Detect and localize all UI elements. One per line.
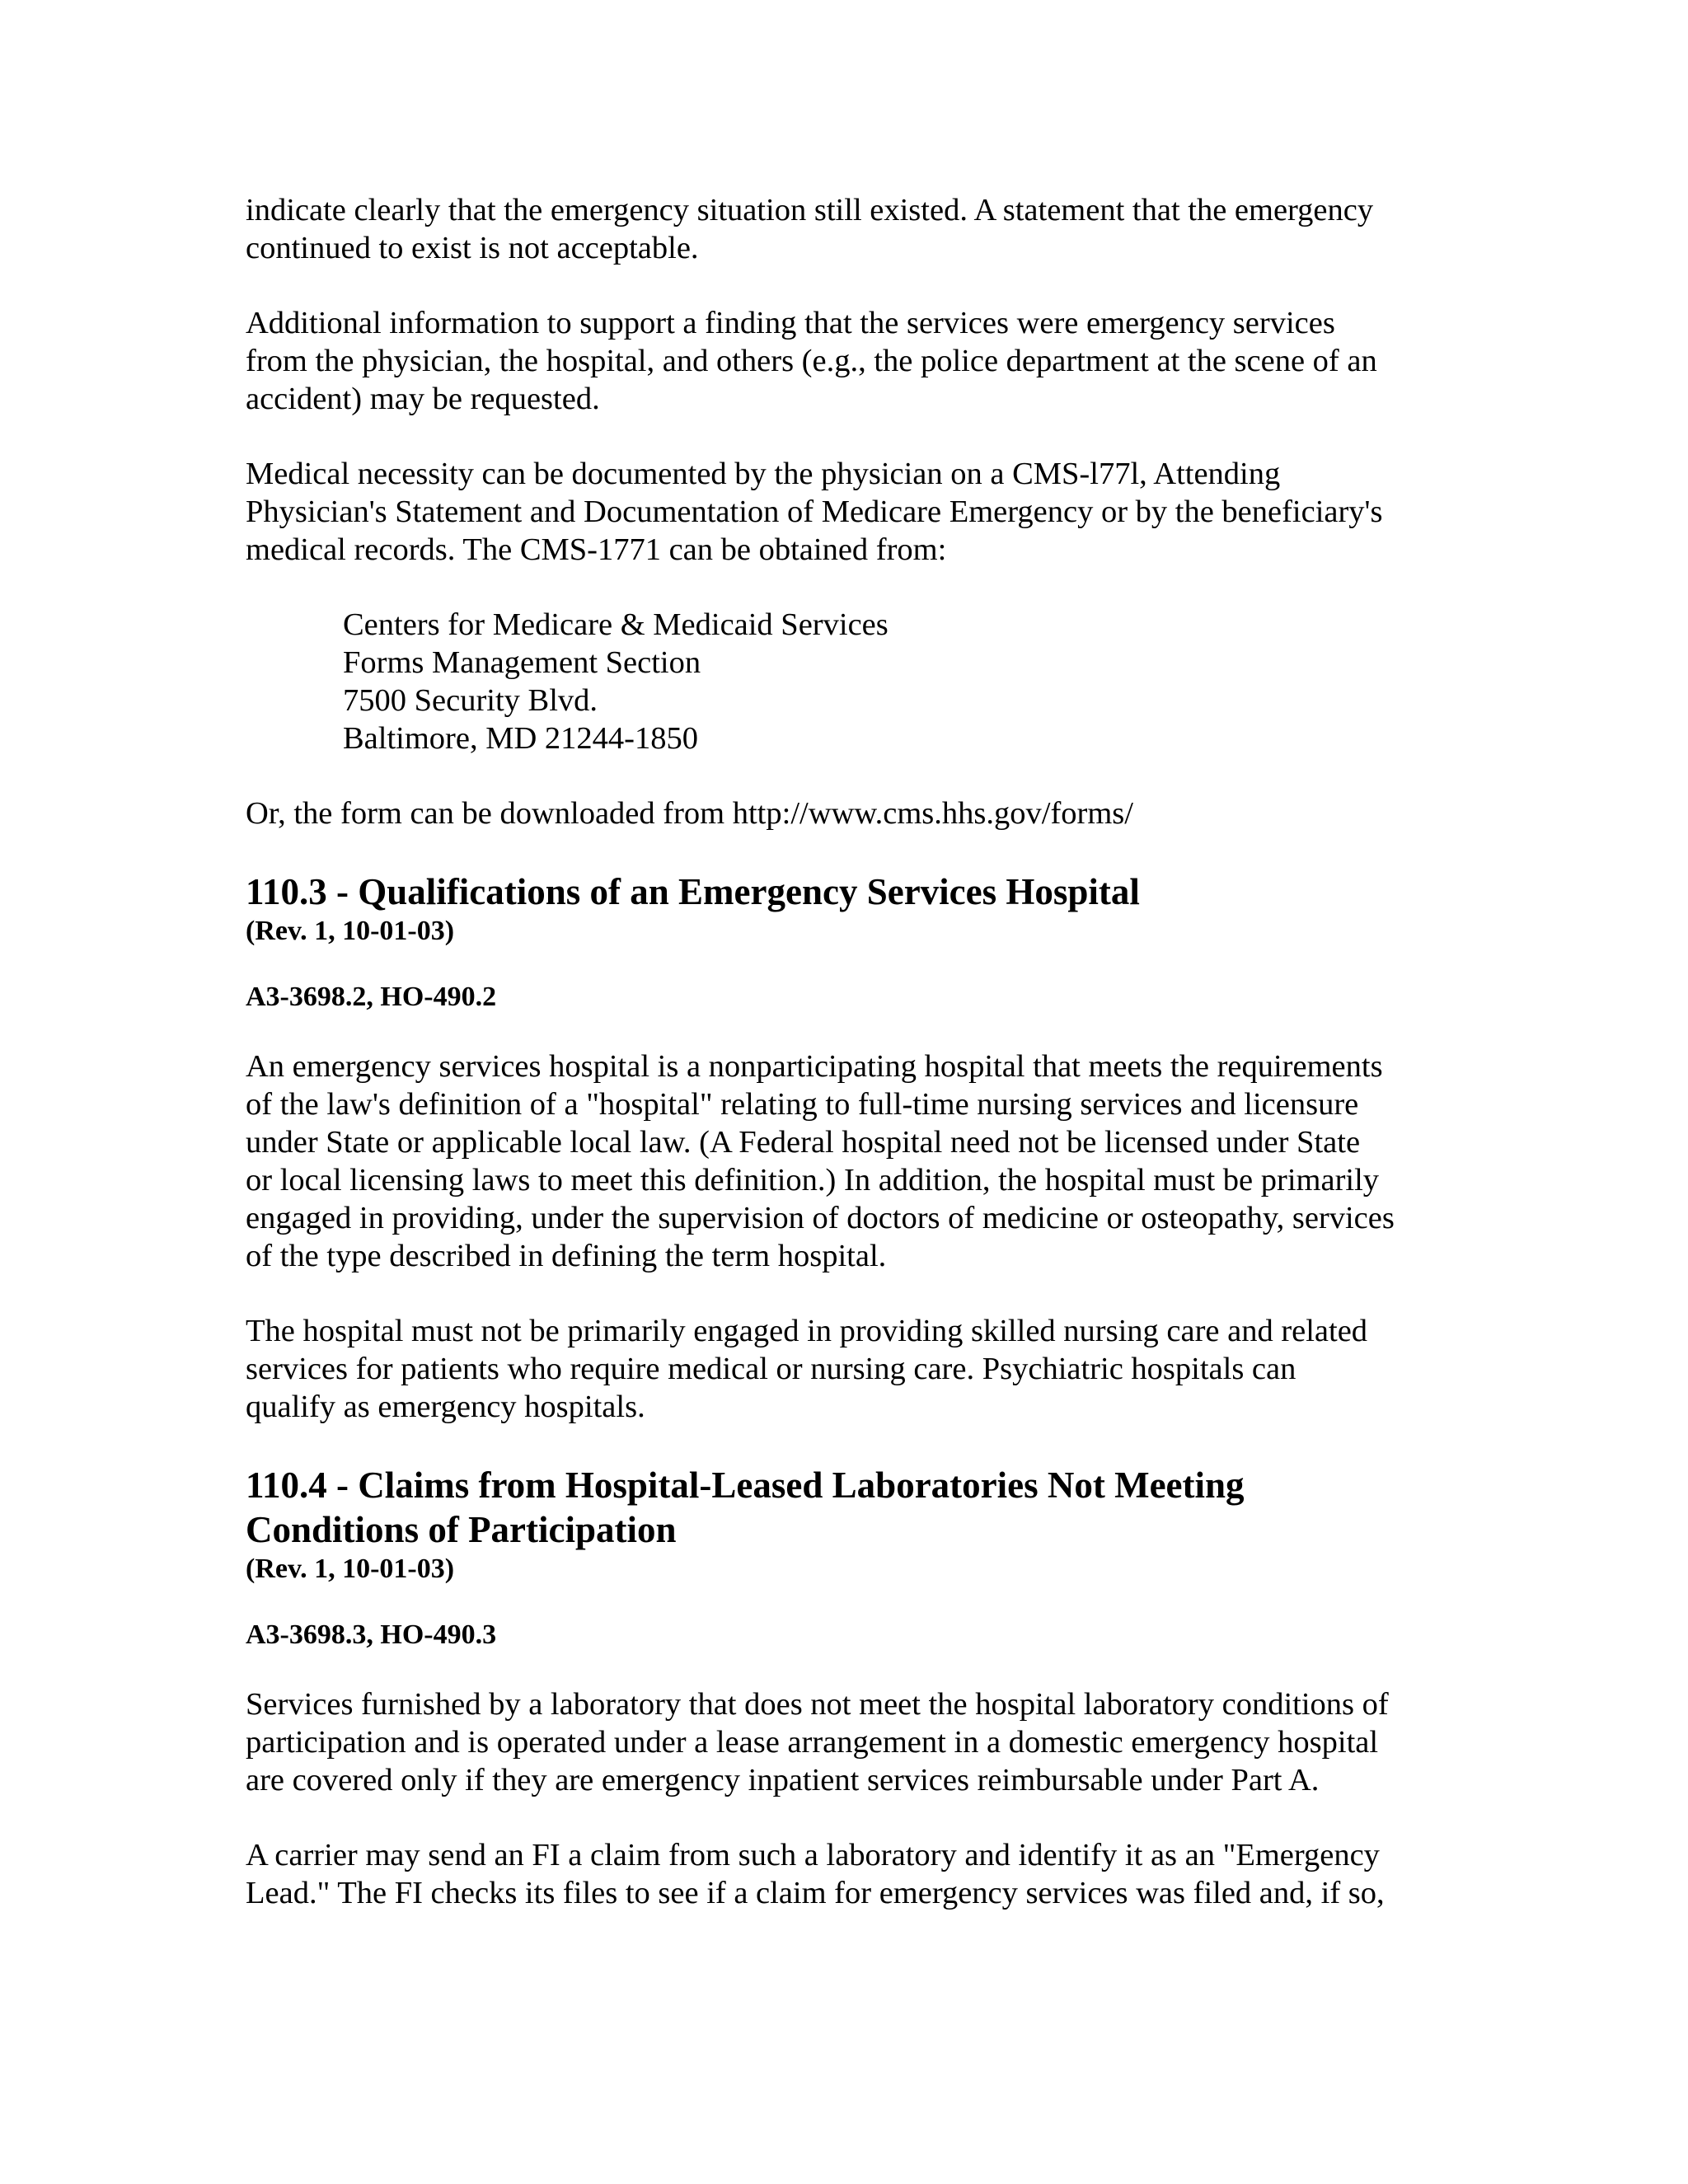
- text-line: services for patients who require medical or nursing care. Psychiatric hospitals can: [246, 1352, 1296, 1386]
- text-line: Medical necessity can be documented by the physician on a CMS-l77l, Attending: [246, 457, 1281, 491]
- address-line: Centers for Medicare & Medicaid Services: [343, 607, 889, 642]
- text-line: of the type described in defining the term hospital.: [246, 1239, 887, 1273]
- section-title-continued: Conditions of Participation: [246, 1509, 677, 1550]
- section-reference: A3-3698.3, HO-490.3: [246, 1619, 497, 1650]
- paragraph-download: [246, 794, 1449, 832]
- text-line: A carrier may send an FI a claim from such a laboratory and identify it as an "Emergency: [246, 1838, 1380, 1872]
- text-line: accident) may be requested.: [246, 382, 600, 416]
- text-line: The hospital must not be primarily engaged in providing skilled nursing care and related: [246, 1314, 1368, 1348]
- text-line: continued to exist is not acceptable.: [246, 231, 699, 265]
- revision-note: (Rev. 1, 10-01-03): [246, 1554, 455, 1584]
- mailing-address: [343, 606, 1449, 757]
- text-line: indicate clearly that the emergency situation still existed. A statement that the emergency: [246, 193, 1374, 227]
- document-page: [246, 191, 1449, 1949]
- text-line: Services furnished by a laboratory that does not meet the hospital laboratory conditions of: [246, 1687, 1389, 1722]
- text-line: of the law's definition of a "hospital" relating to full-time nursing services and licensure: [246, 1087, 1359, 1122]
- text-line: participation and is operated under a lease arrangement in a domestic emergency hospital: [246, 1725, 1379, 1760]
- address-line: Forms Management Section: [343, 645, 701, 680]
- text-line: or local licensing laws to meet this definition.) In addition, the hospital must be primarily: [246, 1163, 1380, 1197]
- section-title: 110.3 - Qualifications of an Emergency Services Hospital: [246, 871, 1140, 912]
- paragraph-carrier-claim: [246, 1836, 1449, 1912]
- download-text: Or, the form can be downloaded from http://www.cms.hhs.gov/forms/: [246, 796, 1133, 831]
- section-title: 110.4 - Claims from Hospital-Leased Laboratories Not Meeting: [246, 1465, 1245, 1506]
- text-line: qualify as emergency hospitals.: [246, 1390, 645, 1424]
- paragraph-medical-necessity: [246, 455, 1449, 569]
- paragraph-skilled-nursing: [246, 1312, 1449, 1426]
- paragraph-additional-information: [246, 304, 1449, 418]
- revision-note: (Rev. 1, 10-01-03): [246, 916, 455, 946]
- text-line: Lead." The FI checks its files to see if a claim for emergency services was filed and, if so,: [246, 1876, 1385, 1910]
- text-line: engaged in providing, under the supervision of doctors of medicine or osteopathy, services: [246, 1201, 1395, 1235]
- text-line: are covered only if they are emergency inpatient services reimbursable under Part A.: [246, 1763, 1320, 1797]
- text-line: under State or applicable local law. (A Federal hospital need not be licensed under State: [246, 1125, 1361, 1160]
- paragraph-emergency-situation: [246, 191, 1449, 267]
- text-line: Additional information to support a finding that the services were emergency services: [246, 306, 1335, 340]
- paragraph-emergency-services-hospital: [246, 1047, 1449, 1275]
- paragraph-laboratory-services: [246, 1685, 1449, 1799]
- text-line: from the physician, the hospital, and others (e.g., the police department at the scene of an: [246, 344, 1377, 378]
- text-line: Physician's Statement and Documentation of Medicare Emergency or by the beneficiary's: [246, 494, 1383, 529]
- address-line: 7500 Security Blvd.: [343, 683, 598, 718]
- text-line: medical records. The CMS-1771 can be obtained from:: [246, 532, 947, 567]
- section-reference: A3-3698.2, HO-490.2: [246, 982, 497, 1012]
- section-110-3-heading: [246, 869, 1449, 949]
- section-110-4-heading: [246, 1463, 1449, 1586]
- text-line: An emergency services hospital is a nonparticipating hospital that meets the requirements: [246, 1049, 1383, 1084]
- address-line: Baltimore, MD 21244-1850: [343, 721, 698, 756]
